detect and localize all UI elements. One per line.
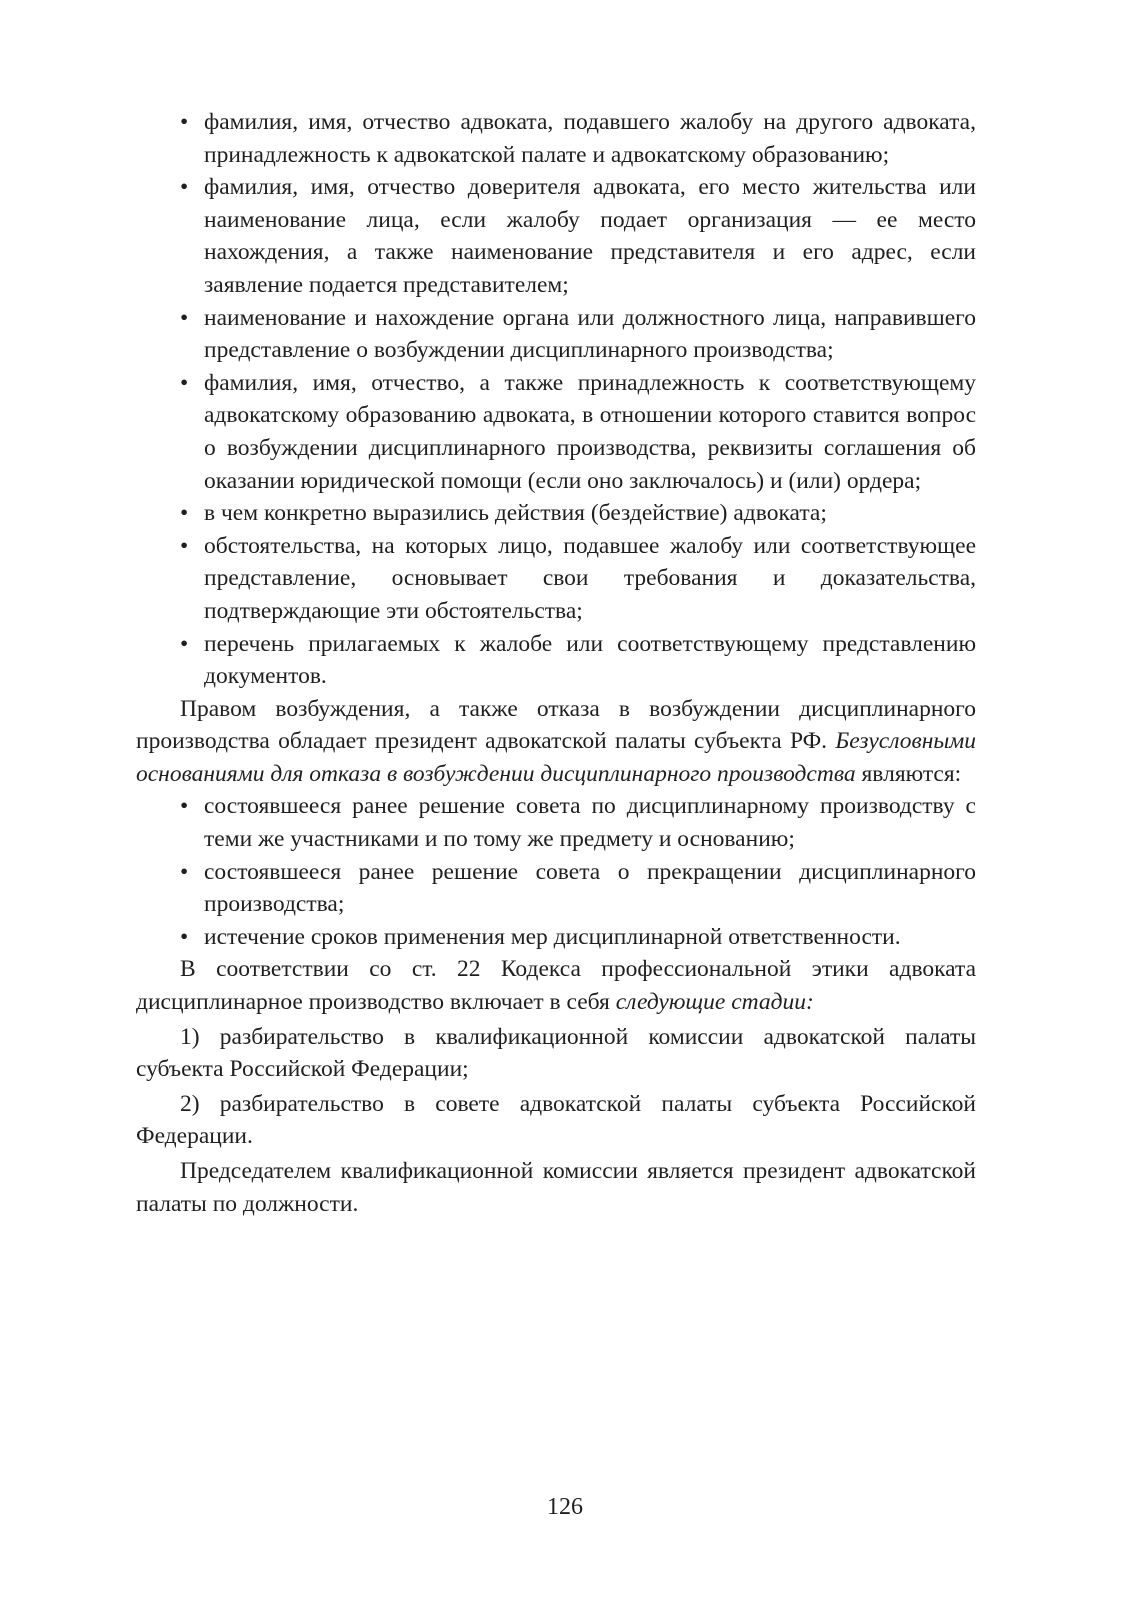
- list-item: • состоявшееся ранее решение совета о прекращении дисциплинарного производства;: [136, 856, 976, 921]
- paragraph-text: Правом возбуждения, а также отказа в возбуждении дисциплинарного производства обладает президент адвокатской палаты субъекта РФ.: [136, 695, 976, 755]
- paragraph-refusal-grounds: [136, 693, 976, 791]
- list-item: • наименование и нахождение органа или должностного лица, направившего представление о возбуждении дисциплинарного производства;: [136, 302, 976, 367]
- paragraph-italic-term: Безусловными основаниями для отказа в возбуждении дисциплинарного производства: [136, 728, 977, 787]
- list-item: • фамилия, имя, отчество адвоката, подавшего жалобу на другого адвоката, принадлежность к адвокатской палате и адвокатскому образованию;: [136, 106, 976, 171]
- list-item: • фамилия, имя, отчество доверителя адвоката, его место жительства или наименование лица, если жалобу подает организация — ее место нахождения, а также наименование представителя и его адрес, если заявление подается представителем;: [136, 171, 976, 301]
- stage-item: 2) разбирательство в совете адвокатской палаты субъекта Российской Федерации.: [136, 1090, 976, 1150]
- refusal-grounds-list: [136, 790, 976, 953]
- list-item: • фамилия, имя, отчество, а также принадлежность к соответствующему адвокатскому образованию адвоката, в отношении которого ставится вопрос о возбуждении дисциплинарного производства, реквизиты соглашения об оказании юридической помощи (если оно заключалось) и (или) ордера;: [136, 367, 976, 497]
- list-item: • истечение сроков применения мер дисциплинарной ответственности.: [136, 921, 976, 954]
- paragraph-text: являются:: [861, 760, 962, 787]
- page-number: 126: [547, 1494, 583, 1520]
- list-item: • перечень прилагаемых к жалобе или соответствующему представлению документов.: [136, 628, 976, 693]
- paragraph-text: В соответствии со ст. 22 Кодекса профессиональной этики адвоката дисциплинарное производство включает в себя: [136, 956, 976, 1016]
- paragraph-stages-intro: [136, 953, 976, 1018]
- page-body: [136, 106, 976, 1220]
- paragraph-chairman: Председателем квалификационной комиссии является президент адвокатской палаты по должности.: [136, 1158, 976, 1217]
- complaint-requirements-list: [136, 106, 976, 693]
- list-item: • обстоятельства, на которых лицо, подавшее жалобу или соответствующее представление, основывает свои требования и доказательства, подтверждающие эти обстоятельства;: [136, 530, 976, 628]
- list-item: • состоявшееся ранее решение совета по дисциплинарному производству с теми же участниками и по тому же предмету и основанию;: [136, 790, 976, 855]
- stage-item: 1) разбирательство в квалификационной комиссии адвокатской палаты субъекта Российской Федерации;: [136, 1023, 976, 1083]
- list-item: • в чем конкретно выразились действия (бездействие) адвоката;: [136, 497, 976, 530]
- paragraph-italic-term: следующие стадии:: [615, 989, 814, 1016]
